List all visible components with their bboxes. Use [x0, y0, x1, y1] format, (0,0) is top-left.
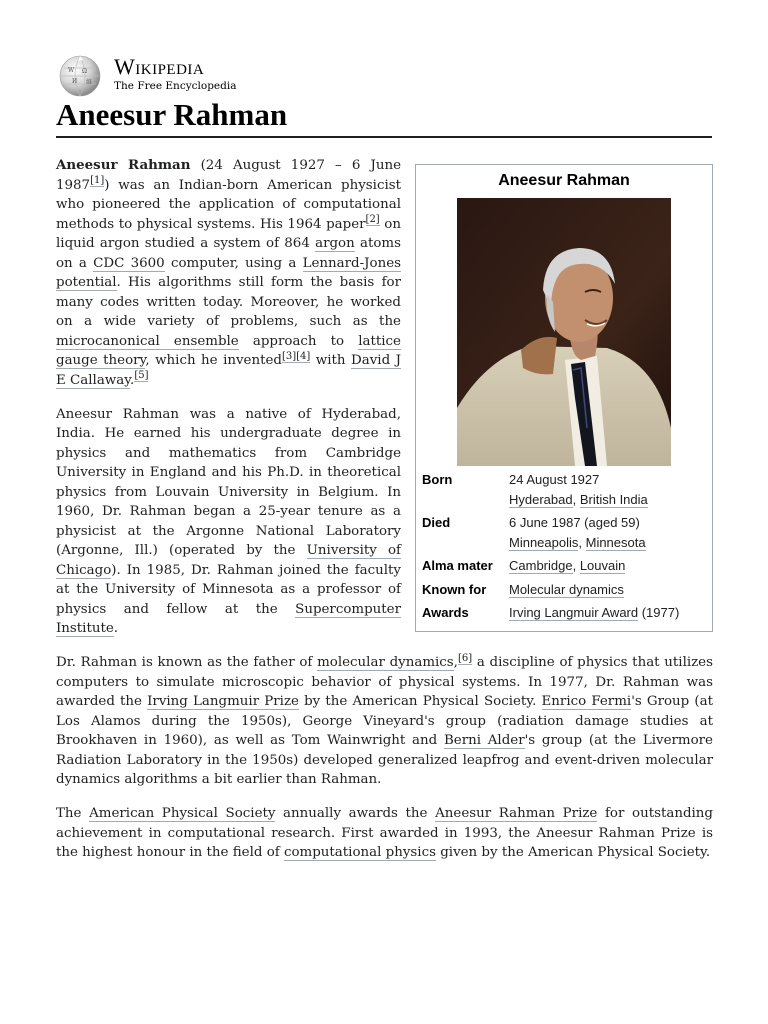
ref-3[interactable] — [282, 351, 296, 363]
text: for outstanding achievement in computational research. First awarded in 1993, the Aneesur Rahman Prize is the highest honour in the field of — [56, 806, 713, 860]
text: , — [453, 655, 458, 670]
link-louvain[interactable]: Louvain — [579, 558, 626, 573]
link-argon[interactable]: argon — [315, 236, 355, 251]
article-body — [56, 156, 713, 877]
link-hyderabad[interactable]: Hyderabad — [509, 491, 573, 507]
link-american-physical-society[interactable]: American Physical Society — [89, 806, 276, 821]
link-lattice-gauge-theory[interactable]: lattice gauge theory — [56, 333, 401, 368]
infobox-value-died — [509, 513, 706, 552]
site-name: Wikipedia — [114, 54, 205, 79]
alma-separator: , — [572, 558, 580, 573]
infobox-value-born — [509, 470, 706, 509]
wikipedia-wordmark[interactable] — [114, 56, 236, 93]
link-irving-langmuir-prize[interactable]: Irving Langmuir Prize — [147, 694, 299, 709]
infobox-label-died: Died — [422, 515, 451, 530]
infobox — [415, 164, 713, 632]
link-irving-langmuir-award[interactable]: Irving Langmuir Award — [509, 605, 639, 620]
link-david-callaway[interactable]: David J E Callaway — [56, 353, 401, 388]
link-minnesota[interactable]: Minnesota — [585, 534, 646, 550]
ref-5[interactable] — [134, 370, 148, 382]
infobox-title: Aneesur Rahman — [498, 172, 630, 189]
died-date: 6 June 1987 (aged 59) — [509, 515, 640, 530]
born-date: 24 August 1927 — [509, 472, 600, 487]
infobox-row-died — [422, 513, 706, 552]
text: . His algorithms still form the basis for many codes written today. Moreover, he worked on a wide variety of problems, such as the — [56, 275, 401, 329]
infobox-label-awards: Awards — [422, 605, 469, 620]
link-university-of-chicago[interactable]: University of Chicago — [56, 543, 401, 578]
text: with — [310, 353, 352, 368]
portrait-photo[interactable] — [457, 198, 671, 466]
ref-1-label: [1] — [90, 175, 105, 187]
text: approach to — [238, 333, 359, 349]
paragraph-prize — [56, 804, 713, 863]
text: computer, using a — [164, 255, 303, 271]
infobox-row-alma-mater — [422, 556, 706, 576]
text: given by the American Physical Society. — [435, 845, 711, 860]
link-aneesur-rahman-prize[interactable]: Aneesur Rahman Prize — [435, 806, 598, 821]
infobox-row-known-for — [422, 580, 706, 600]
link-berni-alder[interactable]: Berni Alder — [443, 733, 525, 748]
died-separator: , — [578, 534, 586, 550]
svg-text:維: 維 — [86, 79, 93, 86]
svg-text:И: И — [72, 78, 78, 85]
ref-6[interactable] — [458, 653, 472, 665]
svg-text:Ω: Ω — [82, 68, 87, 75]
wikipedia-globe-icon[interactable] — [56, 54, 106, 98]
text: Dr. Rahman is known as the father of — [56, 655, 318, 670]
text: Aneesur Rahman was a native of Hyderabad, India. He earned his undergraduate degree in physics and mathematics from Cambridge University in England and his Ph.D. in theoretical physics from Louvain University in Belgium. In 1960, Dr. Rahman began a 25-year tenure as a physicist at the Argonne National Laboratory (Argonne, Ill.) (operated by the — [56, 406, 401, 558]
ref-6-label: [6] — [457, 652, 473, 664]
text: (24 August 1927 – 6 June 1987 — [56, 158, 401, 193]
subject-name: Aneesur Rahman — [56, 157, 191, 173]
born-separator: , — [572, 491, 580, 507]
infobox-label-alma-mater: Alma mater — [422, 558, 493, 573]
text: on liquid argon studied a system of 864 — [56, 216, 401, 251]
text: . — [130, 372, 135, 388]
link-minneapolis[interactable]: Minneapolis — [509, 534, 579, 550]
link-microcanonical-ensemble[interactable]: microcanonical ensemble — [56, 333, 239, 349]
ref-2-label: [2] — [365, 214, 380, 226]
text: atoms on a — [56, 236, 401, 271]
ref-2[interactable] — [366, 214, 380, 226]
ref-4[interactable] — [296, 351, 310, 363]
ref-4-label: [4] — [296, 350, 311, 362]
ref-3-label: [3] — [281, 350, 297, 362]
awards-year: (1977) — [638, 605, 680, 620]
infobox-value-known-for — [509, 580, 706, 600]
infobox-value-alma-mater — [509, 556, 706, 576]
text: ). In 1985, Dr. Rahman joined the faculty at the University of Minnesota as a professor of physics and fellow at the — [56, 562, 401, 617]
link-cambridge[interactable]: Cambridge — [509, 558, 573, 573]
infobox-value-awards — [509, 603, 706, 623]
text: 's Group (at Los Alamos during the 1950s), George Vineyard's group (radiation damage studies at Brookhaven in 1960), as well as Tom Wainwright and — [56, 694, 713, 748]
link-supercomputer-institute[interactable]: Supercomputer Institute — [56, 601, 401, 636]
text: 's group (at the Livermore Radiation Laboratory in the 1950s) developed generalized leapfrog and event-driven molecular dynamics algorithms a bit earlier than Rahman. — [56, 733, 713, 787]
link-molecular-dynamics-infobox[interactable]: Molecular dynamics — [509, 581, 624, 597]
site-tagline: The Free Encyclopedia — [114, 80, 237, 92]
text: . — [113, 621, 119, 636]
link-computational-physics[interactable]: computational physics — [283, 845, 436, 860]
infobox-label-known-for: Known for — [422, 581, 487, 597]
ref-5-label: [5] — [134, 370, 149, 382]
text: , which he invented — [145, 353, 282, 368]
infobox-row-born — [422, 470, 706, 509]
text: by the American Physical Society. — [298, 694, 542, 709]
link-molecular-dynamics[interactable]: molecular dynamics — [317, 655, 454, 670]
text: ) was an Indian-born American physicist who pioneered the application of computational methods to physical systems. His 1964 paper — [56, 177, 401, 232]
infobox-label-born: Born — [422, 472, 453, 487]
svg-text:W: W — [68, 67, 75, 74]
paragraph-molecular-dynamics — [56, 653, 713, 790]
page-title: Aneesur Rahman — [56, 96, 712, 138]
text: a discipline of physics that utilizes computers to simulate microscopic behavior of physical systems. In 1977, Dr. Rahman was awarded the — [56, 655, 713, 709]
link-cdc-3600[interactable]: CDC 3600 — [93, 255, 165, 271]
ref-1[interactable] — [90, 175, 104, 187]
infobox-row-awards — [422, 603, 706, 623]
text: The — [56, 806, 90, 821]
text: annually awards the — [275, 806, 436, 821]
link-lennard-jones-potential[interactable]: Lennard-Jones potential — [56, 255, 402, 290]
link-enrico-fermi[interactable]: Enrico Fermi — [541, 694, 632, 709]
link-british-india[interactable]: British India — [579, 491, 648, 507]
